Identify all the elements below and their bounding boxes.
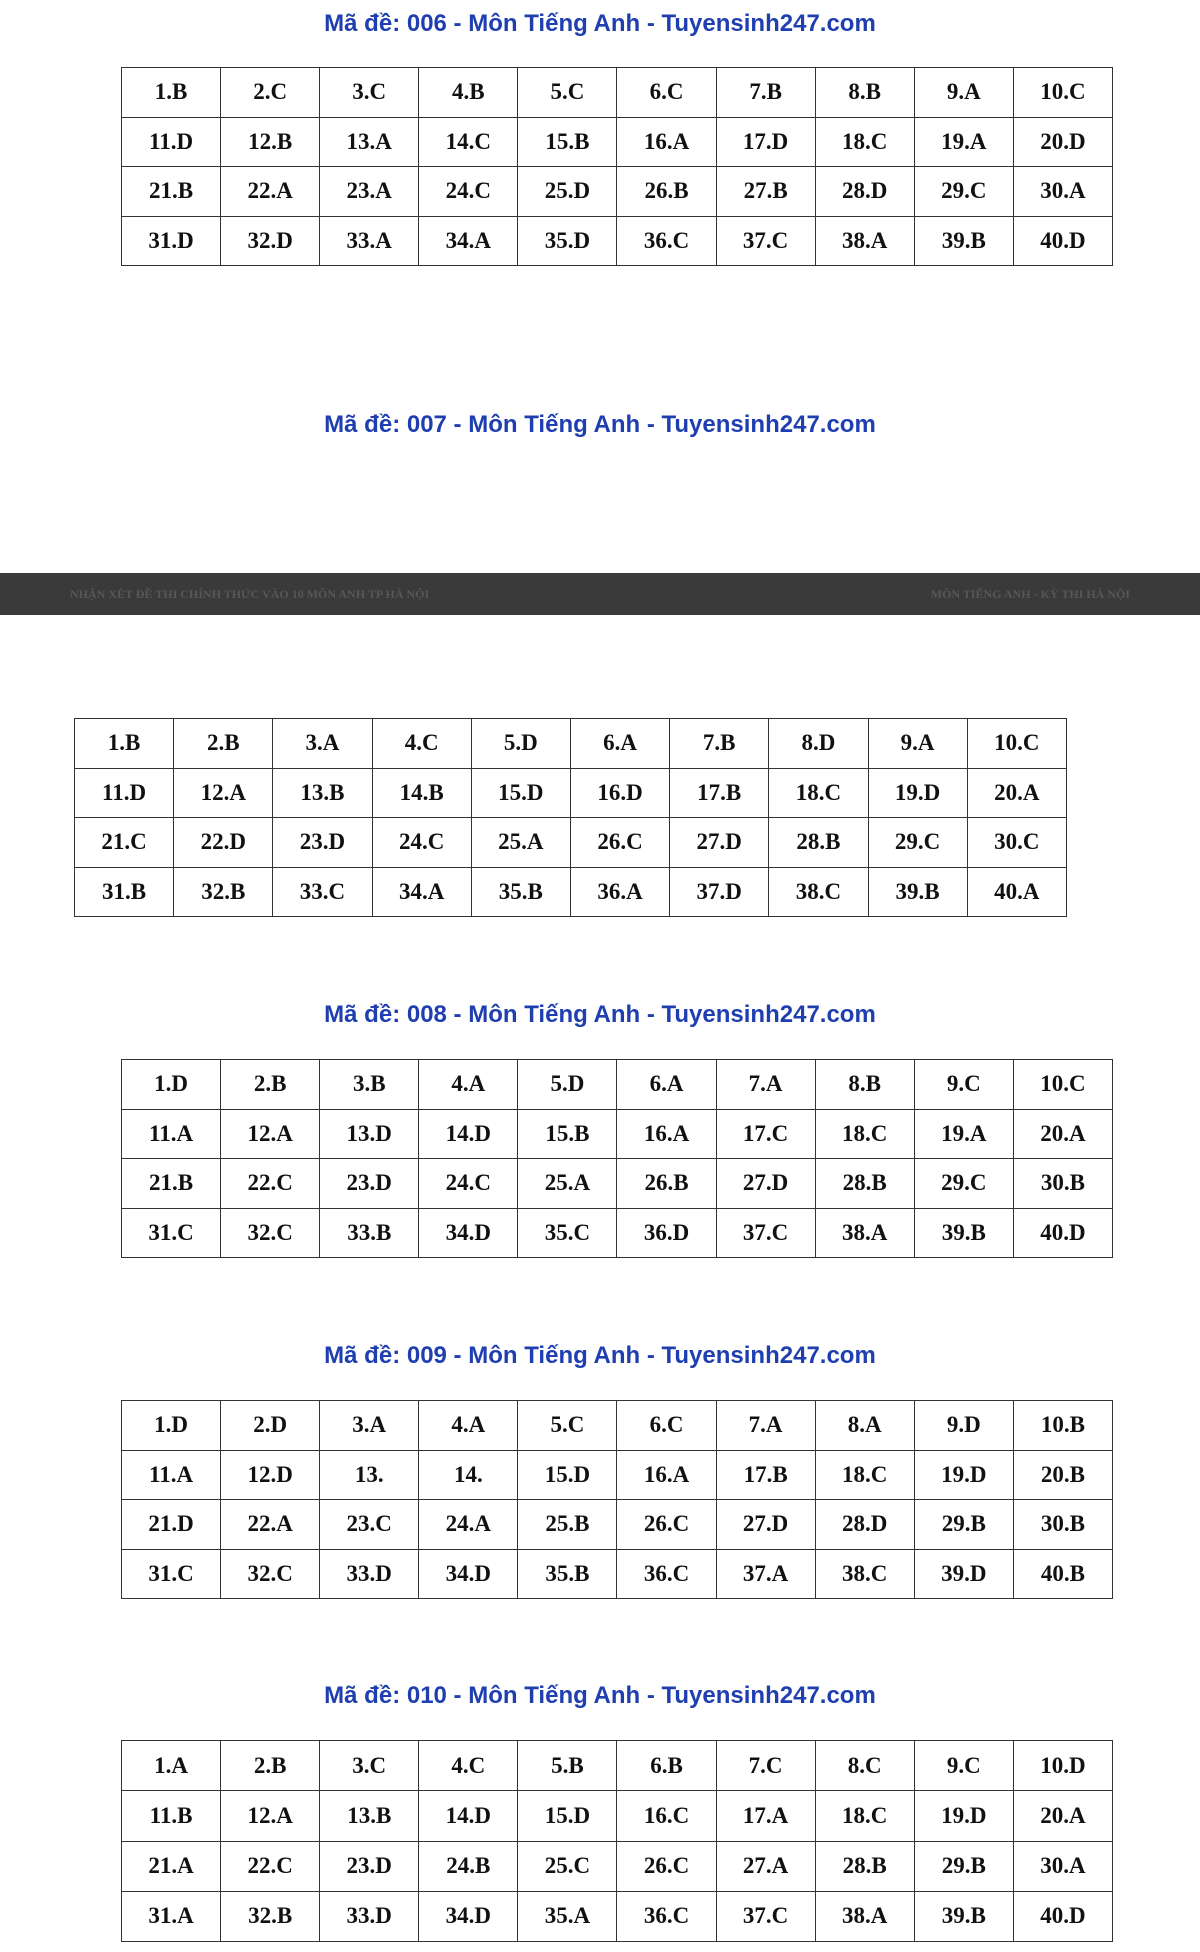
answer-cell: 35.A [518, 1891, 617, 1941]
answer-cell: 1.D [122, 1401, 221, 1451]
answer-cell: 33.D [320, 1549, 419, 1599]
answer-cell: 25.D [518, 167, 617, 217]
answer-cell: 3.A [273, 719, 372, 769]
answer-cell: 32.B [174, 867, 273, 917]
table-row [122, 1741, 1113, 1791]
answer-cell: 33.C [273, 867, 372, 917]
answer-cell: 30.B [1013, 1500, 1112, 1550]
answer-cell: 40.D [1013, 1891, 1112, 1941]
answer-table-008 [121, 1059, 1113, 1258]
answer-cell: 24.C [419, 167, 518, 217]
answer-cell: 16.A [617, 117, 716, 167]
answer-cell: 21.C [75, 818, 174, 868]
answer-table-010 [121, 1740, 1113, 1942]
answer-cell: 4.C [372, 719, 471, 769]
answer-cell: 22.A [221, 167, 320, 217]
answer-cell: 17.B [716, 1450, 815, 1500]
answer-cell: 33.D [320, 1891, 419, 1941]
answer-cell: 6.A [570, 719, 669, 769]
answer-cell: 31.A [122, 1891, 221, 1941]
answer-cell: 8.D [769, 719, 868, 769]
answer-cell: 34.D [419, 1549, 518, 1599]
answer-cell: 10.C [1013, 68, 1112, 118]
table-row [75, 719, 1067, 769]
answer-cell: 29.C [868, 818, 967, 868]
answer-table-009 [121, 1400, 1113, 1599]
answer-key-heading-007: Mã đề: 007 - Môn Tiếng Anh - Tuyensinh247.com [324, 411, 876, 438]
answer-cell: 13.A [320, 117, 419, 167]
answer-cell: 14.D [419, 1109, 518, 1159]
answer-cell: 21.B [122, 167, 221, 217]
answer-cell: 7.A [716, 1401, 815, 1451]
answer-cell: 15.D [471, 768, 570, 818]
answer-cell: 20.A [967, 768, 1066, 818]
answer-cell: 20.A [1013, 1791, 1112, 1841]
answer-cell: 33.B [320, 1208, 419, 1258]
answer-cell: 24.A [419, 1500, 518, 1550]
answer-cell: 4.A [419, 1401, 518, 1451]
answer-cell: 12.D [221, 1450, 320, 1500]
answer-cell: 6.C [617, 1401, 716, 1451]
answer-cell: 32.C [221, 1549, 320, 1599]
table-row [122, 1208, 1113, 1258]
answer-cell: 3.C [320, 1741, 419, 1791]
answer-cell: 23.C [320, 1500, 419, 1550]
answer-cell: 16.D [570, 768, 669, 818]
answer-cell: 13.B [320, 1791, 419, 1841]
answer-cell: 11.D [75, 768, 174, 818]
answer-cell: 19.D [914, 1450, 1013, 1500]
answer-cell: 30.A [1013, 167, 1112, 217]
answer-cell: 28.B [769, 818, 868, 868]
answer-cell: 37.C [716, 216, 815, 266]
answer-cell: 5.D [471, 719, 570, 769]
table-row [122, 167, 1113, 217]
answer-cell: 40.D [1013, 1208, 1112, 1258]
answer-cell: 37.C [716, 1208, 815, 1258]
answer-cell: 4.C [419, 1741, 518, 1791]
answer-cell: 2.B [221, 1060, 320, 1110]
answer-cell: 36.A [570, 867, 669, 917]
table-row [122, 1450, 1113, 1500]
answer-cell: 9.A [914, 68, 1013, 118]
answer-cell: 35.B [471, 867, 570, 917]
answer-cell: 36.C [617, 1549, 716, 1599]
answer-cell: 8.A [815, 1401, 914, 1451]
answer-cell: 25.C [518, 1841, 617, 1891]
answer-cell: 15.B [518, 117, 617, 167]
answer-cell: 4.A [419, 1060, 518, 1110]
table-row [122, 1549, 1113, 1599]
banner-right-text: MÔN TIẾNG ANH - KỲ THI HÀ NỘI [930, 586, 1130, 601]
answer-cell: 10.C [1013, 1060, 1112, 1110]
answer-cell: 27.D [716, 1159, 815, 1209]
answer-cell: 7.B [670, 719, 769, 769]
answer-cell: 3.B [320, 1060, 419, 1110]
answer-cell: 8.C [815, 1741, 914, 1791]
answer-cell: 36.D [617, 1208, 716, 1258]
answer-cell: 2.D [221, 1401, 320, 1451]
answer-cell: 1.A [122, 1741, 221, 1791]
answer-cell: 38.C [769, 867, 868, 917]
answer-cell: 8.B [815, 68, 914, 118]
answer-cell: 19.D [914, 1791, 1013, 1841]
answer-cell: 16.A [617, 1450, 716, 1500]
answer-cell: 39.B [868, 867, 967, 917]
answer-cell: 14.B [372, 768, 471, 818]
answer-cell: 6.C [617, 68, 716, 118]
answer-cell: 22.D [174, 818, 273, 868]
answer-cell: 12.A [221, 1109, 320, 1159]
answer-cell: 29.B [914, 1500, 1013, 1550]
answer-cell: 32.D [221, 216, 320, 266]
answer-cell: 40.D [1013, 216, 1112, 266]
answer-cell: 28.B [815, 1841, 914, 1891]
table-row [75, 818, 1067, 868]
answer-cell: 12.A [174, 768, 273, 818]
answer-cell: 40.B [1013, 1549, 1112, 1599]
answer-cell: 11.D [122, 117, 221, 167]
answer-cell: 20.D [1013, 117, 1112, 167]
answer-cell: 28.B [815, 1159, 914, 1209]
answer-key-heading-009: Mã đề: 009 - Môn Tiếng Anh - Tuyensinh247.com [324, 1342, 876, 1369]
answer-cell: 16.A [617, 1109, 716, 1159]
answer-cell: 35.C [518, 1208, 617, 1258]
answer-cell: 5.C [518, 68, 617, 118]
answer-cell: 22.A [221, 1500, 320, 1550]
answer-cell: 40.A [967, 867, 1066, 917]
answer-table-006 [121, 67, 1113, 266]
answer-cell: 23.A [320, 167, 419, 217]
answer-cell: 26.C [617, 1841, 716, 1891]
table-row [122, 1401, 1113, 1451]
table-row [122, 1791, 1113, 1841]
answer-cell: 34.A [372, 867, 471, 917]
table-row [75, 768, 1067, 818]
answer-cell: 1.B [75, 719, 174, 769]
answer-cell: 5.C [518, 1401, 617, 1451]
answer-cell: 5.D [518, 1060, 617, 1110]
answer-cell: 31.B [75, 867, 174, 917]
answer-cell: 15.D [518, 1791, 617, 1841]
table-row [75, 867, 1067, 917]
answer-cell: 28.D [815, 167, 914, 217]
table-row [122, 68, 1113, 118]
answer-cell: 22.C [221, 1841, 320, 1891]
answer-cell: 9.C [914, 1741, 1013, 1791]
answer-cell: 35.D [518, 216, 617, 266]
table-row [122, 1060, 1113, 1110]
answer-cell: 39.B [914, 216, 1013, 266]
answer-cell: 12.A [221, 1791, 320, 1841]
answer-cell: 4.B [419, 68, 518, 118]
answer-cell: 29.C [914, 1159, 1013, 1209]
answer-cell: 13.D [320, 1109, 419, 1159]
answer-cell: 11.A [122, 1109, 221, 1159]
answer-cell: 6.B [617, 1741, 716, 1791]
answer-cell: 5.B [518, 1741, 617, 1791]
answer-cell: 30.B [1013, 1159, 1112, 1209]
answer-cell: 21.B [122, 1159, 221, 1209]
answer-cell: 18.C [815, 117, 914, 167]
answer-cell: 27.A [716, 1841, 815, 1891]
answer-cell: 37.A [716, 1549, 815, 1599]
answer-cell: 29.C [914, 167, 1013, 217]
answer-cell: 26.C [617, 1500, 716, 1550]
answer-cell: 23.D [320, 1841, 419, 1891]
table-row [122, 216, 1113, 266]
answer-cell: 39.B [914, 1208, 1013, 1258]
table-row [122, 1109, 1113, 1159]
answer-cell: 36.C [617, 216, 716, 266]
answer-cell: 19.A [914, 1109, 1013, 1159]
answer-cell: 13.B [273, 768, 372, 818]
answer-cell: 24.C [419, 1159, 518, 1209]
answer-cell: 2.B [174, 719, 273, 769]
answer-cell: 20.B [1013, 1450, 1112, 1500]
answer-cell: 39.D [914, 1549, 1013, 1599]
table-row [122, 117, 1113, 167]
table-row [122, 1841, 1113, 1891]
answer-cell: 11.B [122, 1791, 221, 1841]
answer-cell: 25.A [518, 1159, 617, 1209]
answer-cell: 17.C [716, 1109, 815, 1159]
answer-cell: 18.C [815, 1109, 914, 1159]
answer-key-heading-006: Mã đề: 006 - Môn Tiếng Anh - Tuyensinh247.com [324, 10, 876, 37]
answer-cell: 28.D [815, 1500, 914, 1550]
answer-cell: 25.A [471, 818, 570, 868]
table-row [122, 1500, 1113, 1550]
answer-cell: 31.C [122, 1549, 221, 1599]
answer-cell: 11.A [122, 1450, 221, 1500]
answer-cell: 21.A [122, 1841, 221, 1891]
answer-cell: 24.C [372, 818, 471, 868]
answer-cell: 21.D [122, 1500, 221, 1550]
answer-cell: 32.B [221, 1891, 320, 1941]
answer-cell: 38.A [815, 1208, 914, 1258]
answer-cell: 34.A [419, 216, 518, 266]
answer-cell: 34.D [419, 1891, 518, 1941]
answer-cell: 23.D [320, 1159, 419, 1209]
answer-cell: 22.C [221, 1159, 320, 1209]
answer-cell: 39.B [914, 1891, 1013, 1941]
answer-key-heading-008: Mã đề: 008 - Môn Tiếng Anh - Tuyensinh247.com [324, 1001, 876, 1028]
answer-cell: 14. [419, 1450, 518, 1500]
answer-cell: 2.C [221, 68, 320, 118]
answer-cell: 8.B [815, 1060, 914, 1110]
answer-cell: 7.A [716, 1060, 815, 1110]
answer-key-heading-010: Mã đề: 010 - Môn Tiếng Anh - Tuyensinh247.com [324, 1682, 876, 1709]
answer-cell: 19.D [868, 768, 967, 818]
answer-cell: 9.A [868, 719, 967, 769]
answer-cell: 18.C [815, 1450, 914, 1500]
answer-cell: 17.B [670, 768, 769, 818]
answer-cell: 14.D [419, 1791, 518, 1841]
answer-cell: 10.C [967, 719, 1066, 769]
answer-cell: 9.C [914, 1060, 1013, 1110]
answer-cell: 27.D [716, 1500, 815, 1550]
answer-cell: 30.C [967, 818, 1066, 868]
answer-cell: 17.A [716, 1791, 815, 1841]
answer-cell: 38.A [815, 216, 914, 266]
answer-cell: 10.D [1013, 1741, 1112, 1791]
answer-cell: 33.A [320, 216, 419, 266]
answer-cell: 31.D [122, 216, 221, 266]
answer-cell: 36.C [617, 1891, 716, 1941]
answer-cell: 17.D [716, 117, 815, 167]
table-row [122, 1891, 1113, 1941]
answer-cell: 6.A [617, 1060, 716, 1110]
answer-cell: 16.C [617, 1791, 716, 1841]
banner-left-text: NHẬN XÉT ĐỀ THI CHÍNH THỨC VÀO 10 MÔN ANH TP HÀ NỘI [70, 586, 430, 601]
answer-cell: 9.D [914, 1401, 1013, 1451]
answer-cell: 23.D [273, 818, 372, 868]
answer-cell: 20.A [1013, 1109, 1112, 1159]
answer-cell: 1.D [122, 1060, 221, 1110]
answer-table-007 [74, 718, 1067, 917]
answer-cell: 15.D [518, 1450, 617, 1500]
answer-cell: 26.B [617, 1159, 716, 1209]
answer-cell: 38.C [815, 1549, 914, 1599]
answer-cell: 1.B [122, 68, 221, 118]
answer-cell: 37.C [716, 1891, 815, 1941]
answer-cell: 26.B [617, 167, 716, 217]
answer-cell: 10.B [1013, 1401, 1112, 1451]
answer-cell: 19.A [914, 117, 1013, 167]
page-separator-banner [0, 573, 1200, 615]
answer-cell: 24.B [419, 1841, 518, 1891]
answer-cell: 18.C [769, 768, 868, 818]
answer-cell: 25.B [518, 1500, 617, 1550]
answer-cell: 18.C [815, 1791, 914, 1841]
answer-cell: 31.C [122, 1208, 221, 1258]
answer-cell: 27.D [670, 818, 769, 868]
answer-cell: 35.B [518, 1549, 617, 1599]
answer-cell: 13. [320, 1450, 419, 1500]
answer-cell: 38.A [815, 1891, 914, 1941]
answer-cell: 3.C [320, 68, 419, 118]
answer-cell: 34.D [419, 1208, 518, 1258]
answer-cell: 32.C [221, 1208, 320, 1258]
table-row [122, 1159, 1113, 1209]
answer-cell: 12.B [221, 117, 320, 167]
answer-cell: 2.B [221, 1741, 320, 1791]
answer-cell: 30.A [1013, 1841, 1112, 1891]
answer-cell: 7.B [716, 68, 815, 118]
answer-cell: 37.D [670, 867, 769, 917]
answer-cell: 27.B [716, 167, 815, 217]
answer-cell: 7.C [716, 1741, 815, 1791]
answer-cell: 3.A [320, 1401, 419, 1451]
answer-cell: 26.C [570, 818, 669, 868]
answer-cell: 15.B [518, 1109, 617, 1159]
answer-cell: 14.C [419, 117, 518, 167]
answer-cell: 29.B [914, 1841, 1013, 1891]
